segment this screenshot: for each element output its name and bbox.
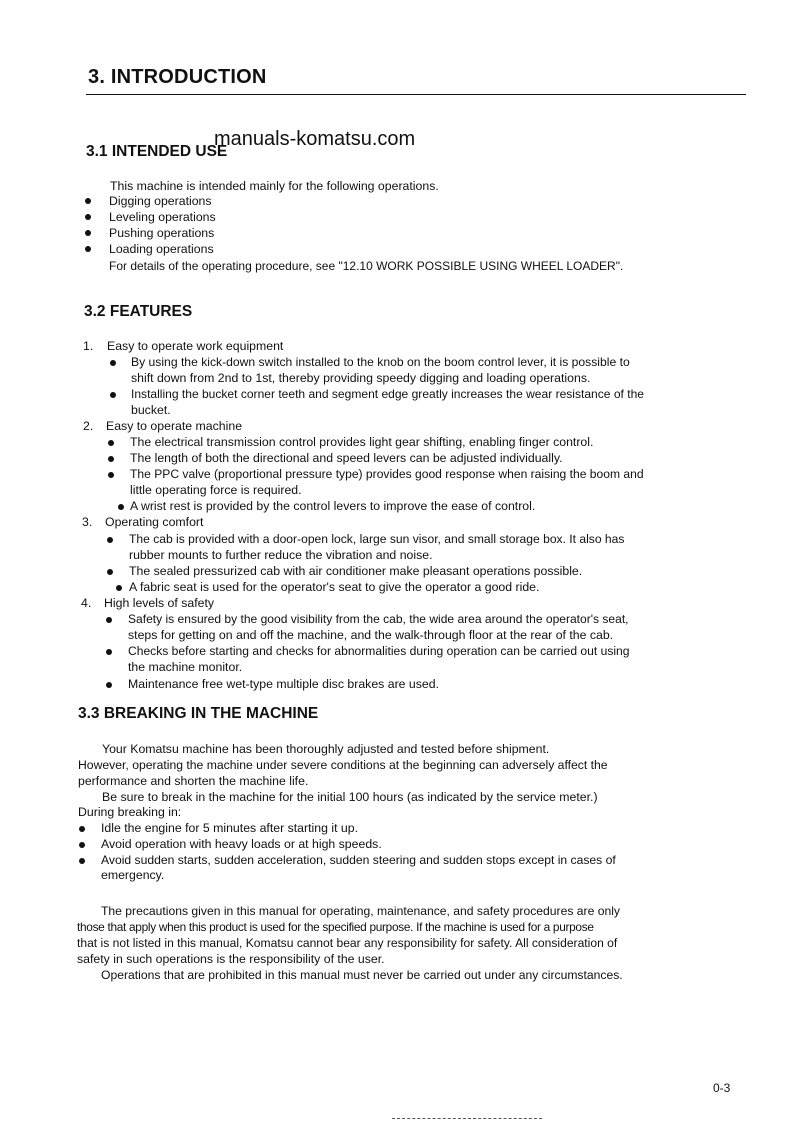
bullet-icon (118, 504, 124, 510)
break-in-paragraph: Your Komatsu machine has been thoroughly adjusted and tested before shipment. (102, 742, 550, 756)
precaution-line: Operations that are prohibited in this manual must never be carried out under any circumstances. (101, 968, 623, 982)
feature-line: The length of both the directional and speed levers can be adjusted individually. (130, 451, 563, 465)
list-item: Pushing operations (109, 226, 215, 240)
break-in-paragraph: performance and shorten the machine life. (78, 774, 309, 788)
feature-line: The electrical transmission control provides light gear shifting, enabling finger control. (130, 435, 594, 449)
feature-line: Checks before starting and checks for abnormalities during operation can be carried out using (128, 644, 630, 658)
group-title: Operating comfort (105, 515, 204, 529)
bullet-icon (79, 842, 85, 848)
group-number: 1. (83, 339, 94, 353)
list-item: Loading operations (109, 242, 214, 256)
feature-line: bucket. (131, 403, 171, 417)
feature-line: The PPC valve (proportional pressure type) provides good response when raising the boom and (130, 467, 644, 481)
feature-line: steps for getting on and off the machine, and the walk-through floor at the rear of the cab. (128, 628, 614, 642)
procedure-reference: For details of the operating procedure, see "12.10 WORK POSSIBLE USING WHEEL LOADER". (109, 259, 624, 273)
bullet-icon (107, 537, 113, 543)
bullet-icon (79, 858, 85, 864)
list-item: Idle the engine for 5 minutes after starting it up. (101, 821, 359, 835)
section-heading-3-1: 3.1 INTENDED USE (86, 143, 228, 160)
feature-line: By using the kick-down switch installed to the knob on the boom control lever, it is possible to (131, 355, 630, 369)
break-in-paragraph: However, operating the machine under severe conditions at the beginning can adversely affect the (78, 758, 608, 772)
bullet-icon (110, 360, 116, 366)
watermark: manuals-komatsu.com (214, 128, 416, 150)
chapter-underline (86, 94, 746, 95)
group-number: 2. (83, 419, 94, 433)
break-in-paragraph: Be sure to break in the machine for the initial 100 hours (as indicated by the service meter.) (102, 790, 598, 804)
list-item: Avoid operation with heavy loads or at high speeds. (101, 837, 382, 851)
bullet-icon (106, 617, 112, 623)
bullet-icon (85, 230, 91, 236)
bullet-icon (107, 569, 113, 575)
precaution-line: that is not listed in this manual, Komatsu cannot bear any responsibility for safety. All consideration of (77, 936, 618, 950)
bullet-icon (116, 585, 122, 591)
chapter-title: 3. INTRODUCTION (88, 66, 267, 88)
precaution-line: safety in such operations is the responsibility of the user. (77, 952, 385, 966)
feature-line: Installing the bucket corner teeth and segment edge greatly increases the wear resistance of the (131, 387, 644, 401)
feature-line: A fabric seat is used for the operator's seat to give the operator a good ride. (129, 580, 540, 594)
footer-rule (392, 1118, 542, 1119)
bullet-icon (106, 649, 112, 655)
section-heading-3-3: 3.3 BREAKING IN THE MACHINE (78, 705, 319, 722)
feature-line: little operating force is required. (130, 483, 302, 497)
break-in-paragraph: During breaking in: (78, 805, 182, 819)
bullet-icon (108, 472, 114, 478)
feature-line: The cab is provided with a door-open lock, large sun visor, and small storage box. It also has (129, 532, 625, 546)
page-number: 0-3 (713, 1081, 731, 1095)
feature-line: the machine monitor. (128, 660, 243, 674)
bullet-icon (108, 456, 114, 462)
list-item: Avoid sudden starts, sudden acceleration, sudden steering and sudden stops except in cases of (101, 853, 616, 867)
feature-line: rubber mounts to further reduce the vibration and noise. (129, 548, 433, 562)
list-item: Leveling operations (109, 210, 216, 224)
bullet-icon (79, 826, 85, 832)
bullet-icon (108, 440, 114, 446)
feature-line: Maintenance free wet-type multiple disc brakes are used. (128, 677, 439, 691)
section-heading-3-2: 3.2 FEATURES (84, 303, 193, 320)
intended-use-intro: This machine is intended mainly for the following operations. (110, 179, 439, 193)
group-title: Easy to operate machine (106, 419, 243, 433)
group-number: 3. (82, 515, 93, 529)
list-item: emergency. (101, 868, 165, 882)
bullet-icon (106, 682, 112, 688)
group-title: High levels of safety (104, 596, 215, 610)
bullet-icon (85, 246, 91, 252)
group-title: Easy to operate work equipment (107, 339, 284, 353)
bullet-icon (110, 392, 116, 398)
precaution-line: those that apply when this product is used for the specified purpose. If the machine is used for a purpose (77, 920, 594, 934)
feature-line: The sealed pressurized cab with air conditioner make pleasant operations possible. (129, 564, 583, 578)
group-number: 4. (81, 596, 92, 610)
bullet-icon (85, 214, 91, 220)
feature-line: shift down from 2nd to 1st, thereby providing speedy digging and loading operations. (131, 371, 591, 385)
feature-line: Safety is ensured by the good visibility from the cab, the wide area around the operator's seat, (128, 612, 629, 626)
precaution-line: The precautions given in this manual for operating, maintenance, and safety procedures are only (101, 904, 620, 918)
bullet-icon (85, 198, 91, 204)
feature-line: A wrist rest is provided by the control levers to improve the ease of control. (130, 499, 536, 513)
list-item: Digging operations (109, 194, 212, 208)
